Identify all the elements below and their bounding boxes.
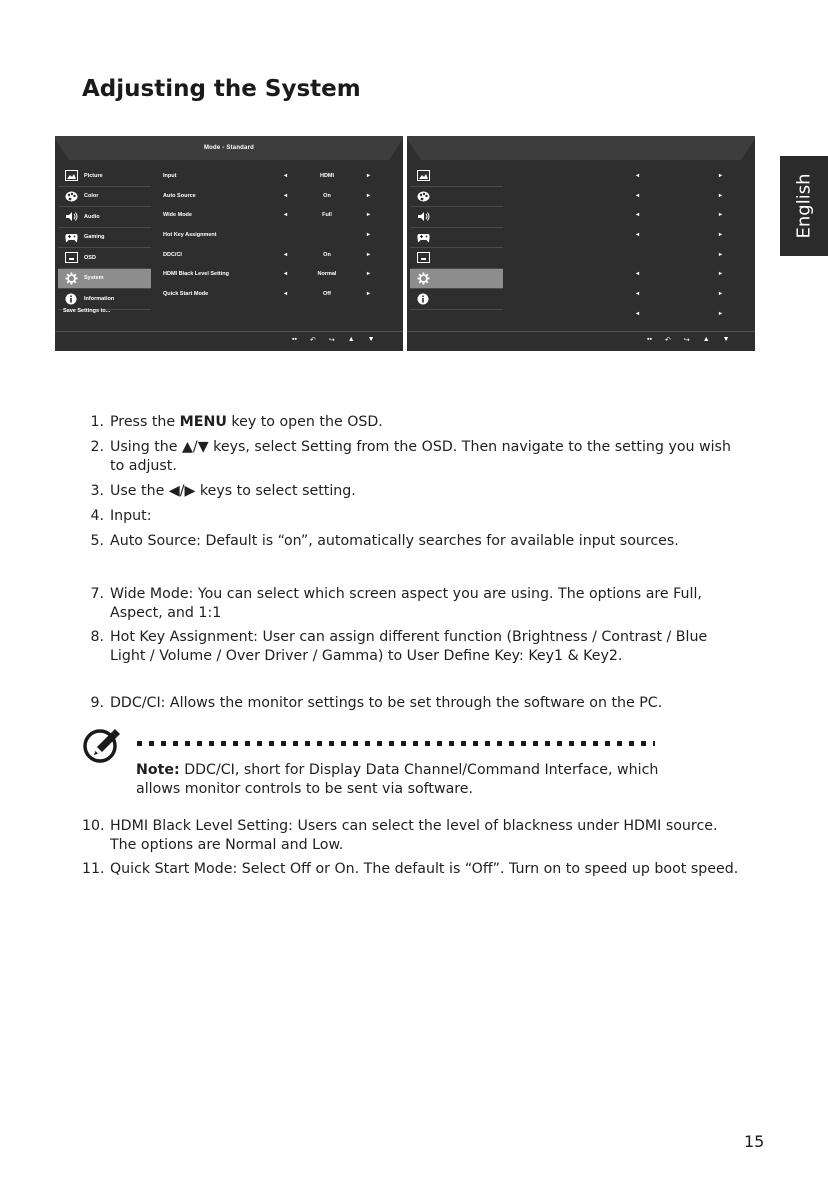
arrow-left-icon[interactable]: ◂ <box>636 291 640 298</box>
step-number: 3. <box>90 483 104 499</box>
menu-key-icon[interactable]: ▪▪ <box>292 336 297 343</box>
enter-key-icon[interactable]: ↪ <box>683 337 690 344</box>
osd-menu-label: OSD <box>84 254 96 261</box>
arrow-right-icon[interactable]: ▸ <box>719 251 723 258</box>
osd-menu-item-color[interactable] <box>410 187 503 208</box>
osd-menu-label: Audio <box>84 213 100 220</box>
osd-menu-item-information[interactable] <box>410 289 503 310</box>
setting-value: HDMI <box>319 173 335 179</box>
arrow-left-icon[interactable]: ◂ <box>284 271 288 278</box>
arrow-right-icon[interactable]: ▸ <box>367 291 371 298</box>
step-number: 4. <box>90 508 104 524</box>
arrow-right-icon[interactable]: ▸ <box>719 212 723 219</box>
menu-key-icon[interactable]: ▪▪ <box>647 336 652 343</box>
arrow-right-icon[interactable]: ▸ <box>367 232 371 239</box>
step-text: Use the ◀/▶ keys to select setting. <box>110 483 356 499</box>
step-text: DDC/CI: Allows the monitor settings to be set through the software on the PC. <box>110 695 663 711</box>
osd-menu-item-audio[interactable] <box>58 207 151 228</box>
osd-menu-label: System <box>84 275 104 282</box>
osd-header-bar <box>407 136 755 160</box>
setting-label: Wide Mode <box>163 212 192 219</box>
setting-value: On <box>323 192 331 199</box>
setting-row[interactable] <box>515 205 737 225</box>
note-body: DDC/CI, short for Display Data Channel/Command Interface, which allows monitor controls to be sent via software. <box>136 762 659 797</box>
info-icon <box>64 293 78 305</box>
arrow-right-icon[interactable]: ▸ <box>719 192 723 199</box>
step-text <box>110 413 740 432</box>
osd-nav-bar <box>647 336 730 344</box>
osd-menu-item-color[interactable] <box>58 187 151 208</box>
arrow-left-icon[interactable]: ◂ <box>284 192 288 199</box>
osd-menu-item-picture[interactable] <box>58 166 151 187</box>
arrow-right-icon[interactable]: ▸ <box>719 271 723 278</box>
setting-value: On <box>323 251 331 258</box>
osd-mode-title: Mode - Standard <box>203 145 254 151</box>
setting-label: Quick Start Mode <box>163 291 209 298</box>
step-number: 9. <box>90 695 104 711</box>
setting-row[interactable] <box>515 225 737 245</box>
arrow-right-icon[interactable]: ▸ <box>367 173 371 179</box>
osd-footer-divider <box>55 331 403 332</box>
arrow-left-icon[interactable]: ◂ <box>284 251 288 258</box>
down-key-icon[interactable]: ▼ <box>722 336 730 343</box>
setting-row[interactable] <box>515 245 737 265</box>
setting-row-hot-key[interactable] <box>163 225 385 245</box>
arrow-right-icon[interactable]: ▸ <box>719 232 723 239</box>
arrow-left-icon[interactable]: ◂ <box>636 173 640 179</box>
osd-icon <box>64 252 78 264</box>
up-key-icon[interactable]: ▲ <box>347 336 355 343</box>
palette-icon <box>416 190 430 202</box>
picture-icon <box>64 170 78 182</box>
osd-menu-label: Gaming <box>84 234 105 241</box>
note-label: Note: <box>136 762 180 778</box>
arrow-left-icon[interactable]: ◂ <box>636 212 640 219</box>
setting-row-auto-source[interactable] <box>163 186 385 206</box>
arrow-left-icon[interactable]: ◂ <box>636 271 640 278</box>
step-text: Input: <box>110 508 152 524</box>
setting-label: Auto Source <box>163 192 196 199</box>
osd-settings-list <box>515 166 737 324</box>
step-number: 1. <box>90 414 104 430</box>
setting-value: Full <box>322 212 332 219</box>
language-tab-label: English <box>793 173 815 239</box>
gamepad-icon <box>64 231 78 243</box>
speaker-icon <box>64 211 78 223</box>
osd-menu-item-picture[interactable] <box>410 166 503 187</box>
step-text: Wide Mode: You can select which screen aspect you are using. The options are Full, Aspect, and 1:1 <box>110 586 702 621</box>
up-key-icon[interactable]: ▲ <box>702 336 710 343</box>
step-number: 7. <box>90 586 104 602</box>
step-number: 2. <box>90 439 104 455</box>
arrow-right-icon[interactable]: ▸ <box>719 173 723 179</box>
back-key-icon[interactable]: ↶ <box>309 337 316 344</box>
setting-row[interactable] <box>515 186 737 206</box>
setting-value: Off <box>323 291 331 298</box>
osd-panel-labeled <box>55 136 403 351</box>
arrow-left-icon[interactable]: ◂ <box>284 173 288 179</box>
gamepad-icon <box>416 231 430 243</box>
arrow-left-icon[interactable]: ◂ <box>284 291 288 298</box>
osd-nav-bar <box>292 336 375 344</box>
arrow-right-icon[interactable]: ▸ <box>719 310 723 317</box>
setting-row[interactable] <box>515 304 737 324</box>
step-text: Auto Source: Default is “on”, automatically searches for available input sources. <box>110 533 679 549</box>
osd-panel-unlabeled <box>407 136 755 351</box>
osd-menu-label: Picture <box>84 172 103 179</box>
note-divider-dots <box>137 741 655 746</box>
osd-settings-list <box>163 166 385 304</box>
setting-value: Normal <box>317 271 337 278</box>
step-text-pre: Press the <box>110 414 180 430</box>
step-number: 11. <box>82 861 105 877</box>
arrow-right-icon[interactable]: ▸ <box>367 192 371 199</box>
page-title: Adjusting the System <box>82 76 361 102</box>
palette-icon <box>64 190 78 202</box>
step-text: Using the ▲/▼ keys, select Setting from the OSD. Then navigate to the setting you wish to adjust. <box>110 439 731 474</box>
step-text: HDMI Black Level Setting: Users can select the level of blackness under HDMI source. The options are Normal and Low. <box>110 818 718 853</box>
down-key-icon[interactable]: ▼ <box>367 336 375 343</box>
step-number: 8. <box>90 629 104 645</box>
setting-label: Hot Key Assignment <box>163 232 217 239</box>
note-pen-icon <box>82 726 122 768</box>
osd-menu-item-system[interactable] <box>58 269 151 290</box>
osd-menu-item-gaming[interactable] <box>410 228 503 249</box>
setting-label: HDMI Black Level Setting <box>163 271 230 278</box>
osd-menu-item-osd[interactable] <box>410 248 503 269</box>
language-tab <box>780 156 828 256</box>
info-icon <box>416 293 430 305</box>
step-text: Quick Start Mode: Select Off or On. The default is “Off”. Turn on to speed up boot speed. <box>110 861 739 877</box>
arrow-right-icon[interactable]: ▸ <box>367 271 371 278</box>
setting-row[interactable] <box>515 284 737 304</box>
osd-menu-label: Information <box>84 295 115 302</box>
page-number: 15 <box>744 1132 765 1151</box>
setting-row[interactable] <box>515 264 737 284</box>
save-settings-item[interactable]: Save Settings to... <box>63 308 111 314</box>
setting-label: DDC/CI <box>163 251 182 258</box>
setting-row-quick-start[interactable] <box>163 284 385 304</box>
arrow-right-icon[interactable]: ▸ <box>367 251 371 258</box>
setting-row-hdmi-black-level[interactable] <box>163 264 385 284</box>
step-number: 10. <box>82 818 105 834</box>
arrow-right-icon[interactable]: ▸ <box>719 291 723 298</box>
step-text: Hot Key Assignment: User can assign different function (Brightness / Contrast / Blue Light / Volume / Over Driver / Gamma) to User Define Key: Key1 & Key2. <box>110 629 708 664</box>
osd-footer-divider <box>407 331 755 332</box>
setting-row-input[interactable] <box>163 166 385 186</box>
osd-menu-item-osd[interactable] <box>58 248 151 269</box>
picture-icon <box>416 170 430 182</box>
arrow-left-icon[interactable]: ◂ <box>636 310 640 317</box>
speaker-icon <box>416 211 430 223</box>
osd-menu-item-audio[interactable] <box>410 207 503 228</box>
arrow-left-icon[interactable]: ◂ <box>284 212 288 219</box>
arrow-right-icon[interactable]: ▸ <box>367 212 371 219</box>
osd-icon <box>416 252 430 264</box>
step-number: 5. <box>90 533 104 549</box>
arrow-left-icon[interactable]: ◂ <box>636 192 640 199</box>
setting-row-ddc-ci[interactable] <box>163 245 385 265</box>
osd-menu-item-system[interactable] <box>410 269 503 290</box>
osd-menu-item-gaming[interactable] <box>58 228 151 249</box>
setting-label: Input <box>163 173 177 179</box>
gear-icon <box>64 272 78 284</box>
osd-menu-item-information[interactable] <box>58 289 151 310</box>
gear-icon <box>416 272 430 284</box>
arrow-left-icon[interactable]: ◂ <box>636 232 640 239</box>
setting-row-wide-mode[interactable] <box>163 205 385 225</box>
note-text <box>136 761 696 799</box>
osd-menu <box>58 166 151 310</box>
menu-key-label: MENU <box>179 414 227 430</box>
back-key-icon[interactable]: ↶ <box>664 337 671 344</box>
step-text-post: key to open the OSD. <box>226 414 383 430</box>
osd-menu-label: Color <box>84 193 99 200</box>
enter-key-icon[interactable]: ↪ <box>328 337 335 344</box>
osd-menu <box>410 166 503 310</box>
setting-row[interactable] <box>515 166 737 186</box>
